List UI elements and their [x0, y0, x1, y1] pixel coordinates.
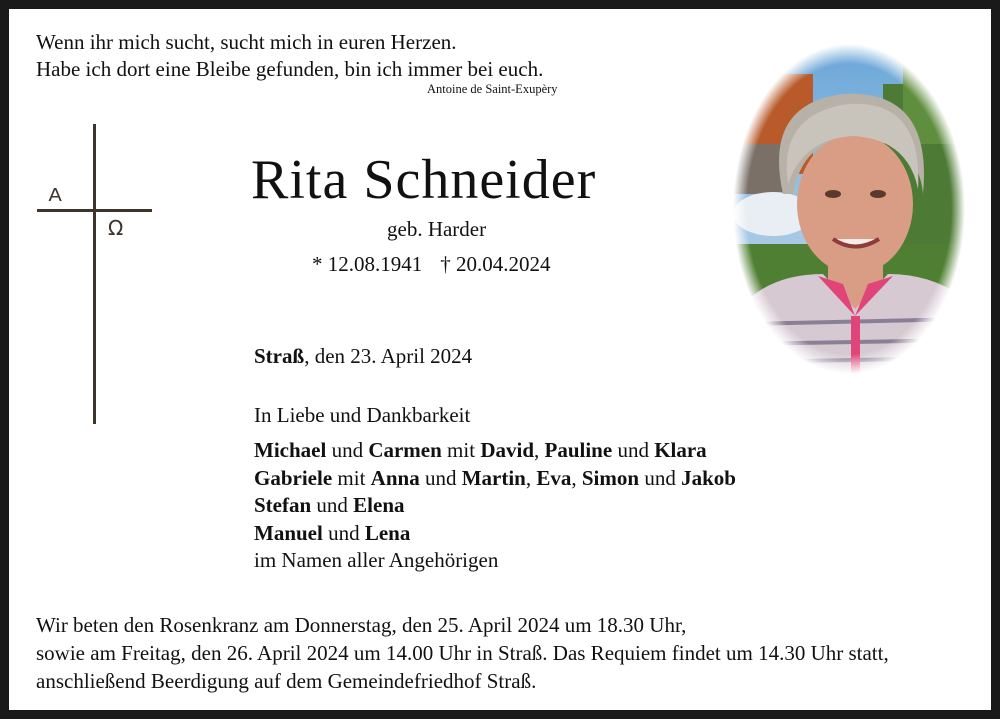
obituary-card: [9, 9, 991, 710]
mourner-connector: und: [612, 438, 655, 462]
mourner-name: Gabriele: [254, 465, 333, 490]
birth-name: geb. Harder: [387, 217, 487, 241]
mourners-intro: In Liebe und Dankbarkeit: [254, 403, 471, 427]
portrait-photo: [733, 44, 965, 374]
mourner-connector: ,: [525, 465, 537, 490]
mourner-name: Manuel: [254, 520, 323, 545]
place-name: Straß: [254, 344, 305, 368]
service-line-1: Wir beten den Rosenkranz am Donnerstag, den 25. April 2024 um 18.30 Uhr,: [36, 613, 687, 637]
mourner-connector: ,: [571, 465, 582, 490]
mourner-line: [254, 547, 736, 575]
quote-line-1: Wenn ihr mich sucht, sucht mich in euren Herzen.: [36, 30, 457, 54]
mourner-name: Carmen: [368, 438, 442, 462]
mourner-name: Anna: [370, 465, 420, 490]
mourner-connector: und: [322, 520, 365, 545]
portrait-illustration: [733, 44, 965, 374]
mourner-name: Klara: [654, 438, 707, 462]
death-date: † 20.04.2024: [440, 252, 551, 276]
service-details: [36, 611, 889, 695]
mourner-connector: mit: [441, 438, 481, 462]
quote-author: Antoine de Saint-Exupèry: [427, 82, 558, 96]
mourner-connector: mit: [332, 465, 371, 490]
mourner-connector: im Namen aller Angehörigen: [254, 548, 499, 572]
mourner-line: [254, 520, 736, 548]
mourner-line: [254, 437, 736, 465]
omega-symbol: Ω: [108, 216, 124, 240]
deceased-name: Rita Schneider: [251, 149, 597, 211]
mourner-connector: und: [639, 465, 682, 490]
quote-line-2: Habe ich dort eine Bleibe gefunden, bin ich immer bei euch.: [36, 57, 544, 81]
cross-horizontal-bar: [37, 209, 152, 212]
mourner-name: Michael: [254, 438, 327, 462]
alpha-symbol: A: [48, 185, 62, 206]
notice-date: , den 23. April 2024: [304, 344, 473, 368]
cross-vertical-bar: [93, 124, 96, 424]
mourner-line: [254, 492, 736, 520]
mourner-name: David: [480, 438, 534, 462]
mourner-name: Lena: [364, 520, 411, 545]
birth-date: * 12.08.1941: [312, 252, 423, 276]
mourner-line: [254, 465, 736, 493]
service-line-2: sowie am Freitag, den 26. April 2024 um 14.00 Uhr in Straß. Das Requiem findet um 14.30 Uhr statt,: [36, 641, 889, 665]
mourner-name: Jakob: [681, 465, 736, 490]
mourner-connector: und: [326, 438, 369, 462]
mourner-connector: ,: [534, 438, 545, 462]
life-dates: [312, 252, 551, 277]
mourner-name: Stefan: [254, 493, 312, 517]
mourner-name: Pauline: [544, 438, 613, 462]
mourner-name: Eva: [536, 465, 572, 490]
mourner-connector: und: [311, 493, 354, 517]
mourner-name: Simon: [581, 465, 640, 490]
mourner-name: Elena: [353, 493, 405, 517]
mourner-name: Martin: [461, 465, 526, 490]
mourner-connector: und: [419, 465, 462, 490]
mourners-list: [254, 437, 736, 575]
service-line-3: anschließend Beerdigung auf dem Gemeindefriedhof Straß.: [36, 669, 537, 693]
place-date: [254, 343, 472, 370]
